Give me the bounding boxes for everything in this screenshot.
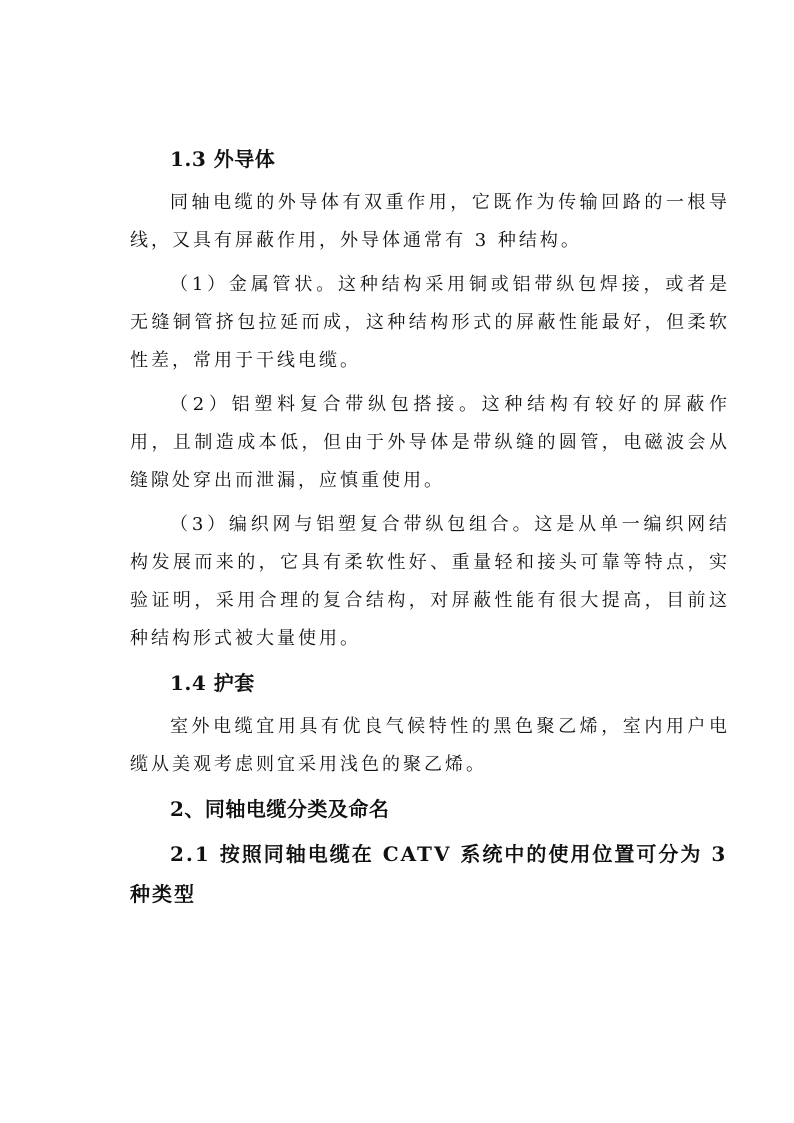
section-1-3-item-2: （2）铝塑料复合带纵包搭接。这种结构有较好的屏蔽作用，且制造成本低，但由于外导体是带纵缝的圆管，电磁波会从缝隙处穿出而泄漏，应慎重使用。 bbox=[130, 394, 730, 491]
section-1-3-item-3: （3）编织网与铝塑复合带纵包组合。这是从单一编织网结构发展而来的，它具有柔软性好、重量轻和接头可靠等特点，实验证明，采用合理的复合结构，对屏蔽性能有很大提高，目前这种结构形式被大量使用。 bbox=[130, 514, 730, 649]
section-1-3-title: 1.3 外导体 bbox=[170, 147, 276, 171]
section-1-3-intro: 同轴电缆的外导体有双重作用，它既作为传输回路的一根导线，又具有屏蔽作用，外导体通常有 3 种结构。 bbox=[130, 192, 730, 251]
section-2-1-title: 2.1 按照同轴电缆在 CATV 系统中的使用位置可分为 3 种类型 bbox=[130, 842, 728, 906]
document-body bbox=[130, 140, 730, 920]
section-1-4-title: 1.4 护套 bbox=[170, 671, 255, 695]
section-1-4-body: 室外电缆宜用具有优良气候特性的黑色聚乙烯，室内用户电缆从美观考虑则宜采用浅色的聚乙烯。 bbox=[130, 716, 730, 775]
section-2-title: 2、同轴电缆分类及命名 bbox=[170, 797, 390, 821]
section-1-3-item-1: （1）金属管状。这种结构采用铜或铝带纵包焊接，或者是无缝铜管挤包拉延而成，这种结构形式的屏蔽性能最好，但柔软性差，常用于干线电缆。 bbox=[130, 274, 730, 371]
